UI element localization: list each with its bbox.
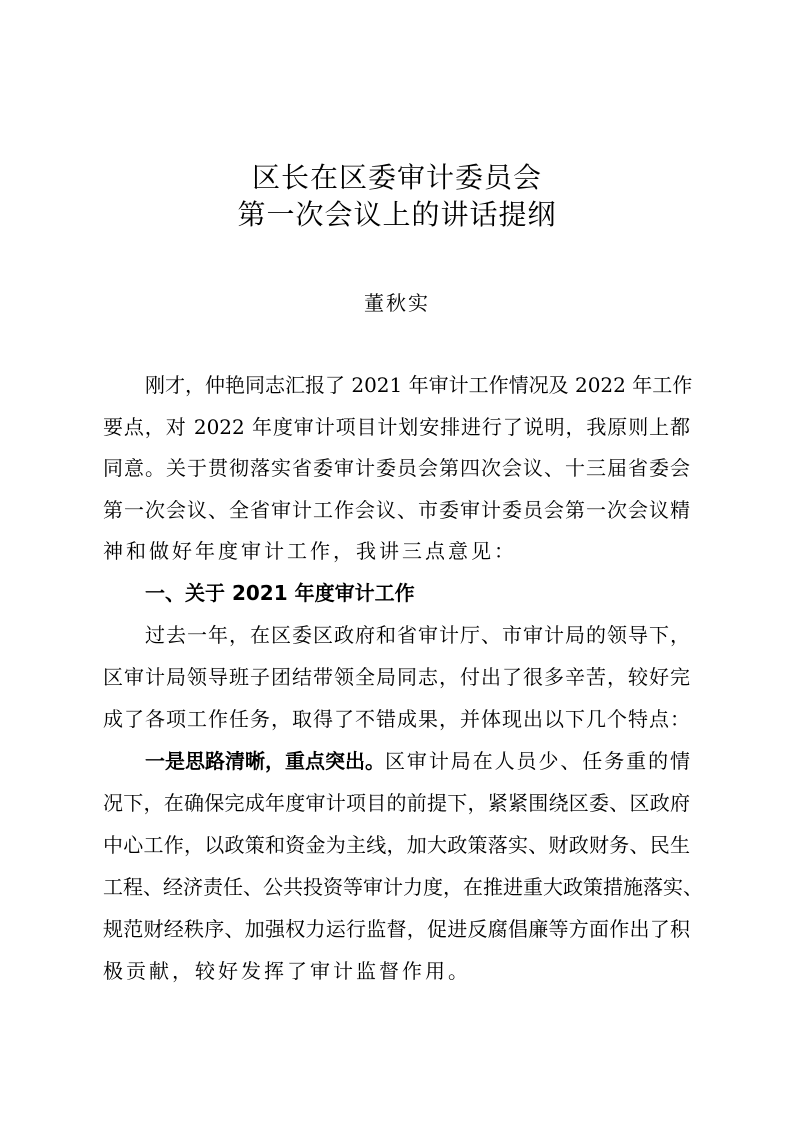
text-line: 第一次会议、全省审计工作会议、市委审计委员会第一次会议精	[103, 498, 690, 522]
text-line: 同意。关于贯彻落实省委审计委员会第四次会议、十三届省委会	[103, 456, 690, 480]
text-line: 区审计局领导班子团结带领全局同志，付出了很多辛苦，较好完	[103, 665, 690, 689]
text-line: 成了各项工作任务，取得了不错成果，并体现出以下几个特点：	[103, 707, 690, 731]
text-line: 工程、经济责任、公共投资等审计力度，在推进重大政策措施落实、	[103, 875, 703, 899]
text-line: 况下，在确保完成年度审计项目的前提下，紧紧围绕区委、区政府	[103, 791, 690, 815]
title-line-2: 第一次会议上的讲话提纲	[237, 198, 557, 231]
section-heading: 一、关于 2021 年度审计工作	[145, 581, 415, 605]
title-line-1: 区长在区委审计委员会	[251, 161, 542, 194]
text-line: 中心工作，以政策和资金为主线，加大政策落实、财政财务、民生	[103, 833, 690, 857]
text-line: 要点，对 2022 年度审计项目计划安排进行了说明，我原则上都	[103, 415, 690, 439]
text-line: 刚才，仲艳同志汇报了 2021 年审计工作情况及 2022 年工作	[145, 373, 693, 397]
text-line-rest: 区审计局在人员少、任务重的情	[385, 749, 690, 773]
text-line: 极贡献，较好发挥了审计监督作用。	[103, 959, 471, 983]
author: 董秋实	[364, 291, 430, 315]
text-line: 规范财经秩序、加强权力运行监督，促进反腐倡廉等方面作出了积	[103, 917, 690, 941]
text-line	[145, 748, 690, 774]
text-line: 神和做好年度审计工作，我讲三点意见：	[103, 539, 517, 563]
point-lead: 一是思路清晰，重点突出。	[145, 749, 385, 773]
text-line: 过去一年，在区委区政府和省审计厅、市审计局的领导下，	[145, 623, 690, 647]
